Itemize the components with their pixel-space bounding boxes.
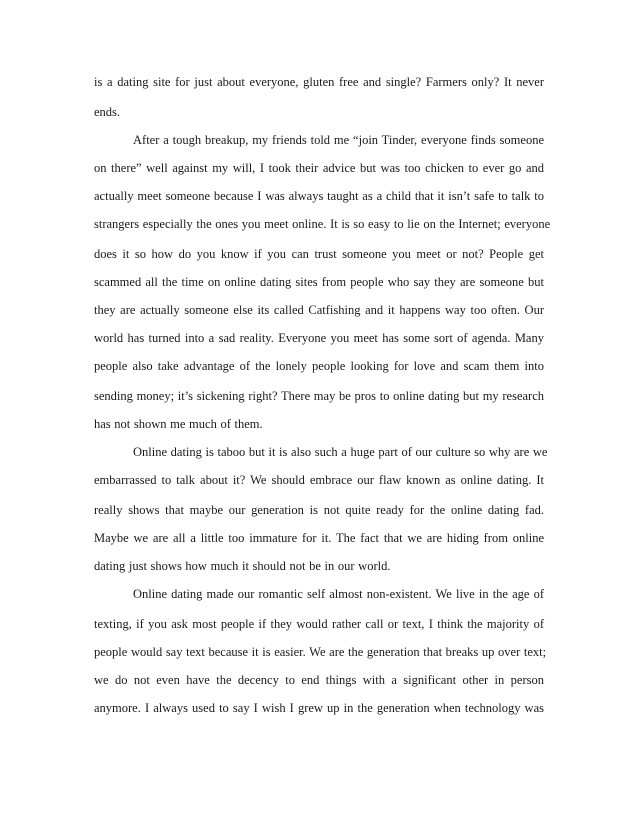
text-line: ends. (94, 105, 121, 119)
text-line: anymore. I always used to say I wish I grew up in the generation when technology was (94, 701, 544, 715)
text-line: sending money; it’s sickening right? There may be pros to online dating but my research (94, 389, 544, 403)
text-line: really shows that maybe our generation is not quite ready for the online dating fad. (94, 503, 544, 517)
text-line: we do not even have the decency to end things with a significant other in person (94, 673, 544, 687)
text-line: people also take advantage of the lonely people looking for love and scam them into (94, 359, 544, 373)
text-line: Online dating made our romantic self almost non-existent. We live in the age of (133, 587, 544, 601)
text-line: they are actually someone else its called Catfishing and it happens way too often. Our (94, 303, 544, 317)
text-line: Maybe we are all a little too immature for it. The fact that we are hiding from online (94, 531, 544, 545)
text-line: world has turned into a sad reality. Everyone you meet has some sort of agenda. Many (94, 331, 544, 345)
text-line: people would say text because it is easier. We are the generation that breaks up over text; (94, 645, 547, 659)
text-line: on there” well against my will, I took their advice but was too chicken to ever go and (94, 161, 544, 175)
text-line: is a dating site for just about everyone, gluten free and single? Farmers only? It never (94, 75, 544, 89)
text-line: embarrassed to talk about it? We should embrace our flaw known as online dating. It (94, 473, 544, 487)
text-line: Online dating is taboo but it is also such a huge part of our culture so why are we (133, 445, 548, 459)
text-line: actually meet someone because I was always taught as a child that it isn’t safe to talk to (94, 189, 544, 203)
text-line: scammed all the time on online dating sites from people who say they are someone but (94, 275, 544, 289)
text-line: texting, if you ask most people if they would rather call or text, I think the majority of (94, 617, 544, 631)
text-line: does it so how do you know if you can trust someone you meet or not? People get (94, 247, 544, 261)
text-line: has not shown me much of them. (94, 417, 263, 431)
text-line: dating just shows how much it should not be in our world. (94, 559, 391, 573)
text-line: strangers especially the ones you meet online. It is so easy to lie on the Internet; everyone (94, 217, 551, 231)
text-line: After a tough breakup, my friends told me “join Tinder, everyone finds someone (133, 133, 544, 147)
